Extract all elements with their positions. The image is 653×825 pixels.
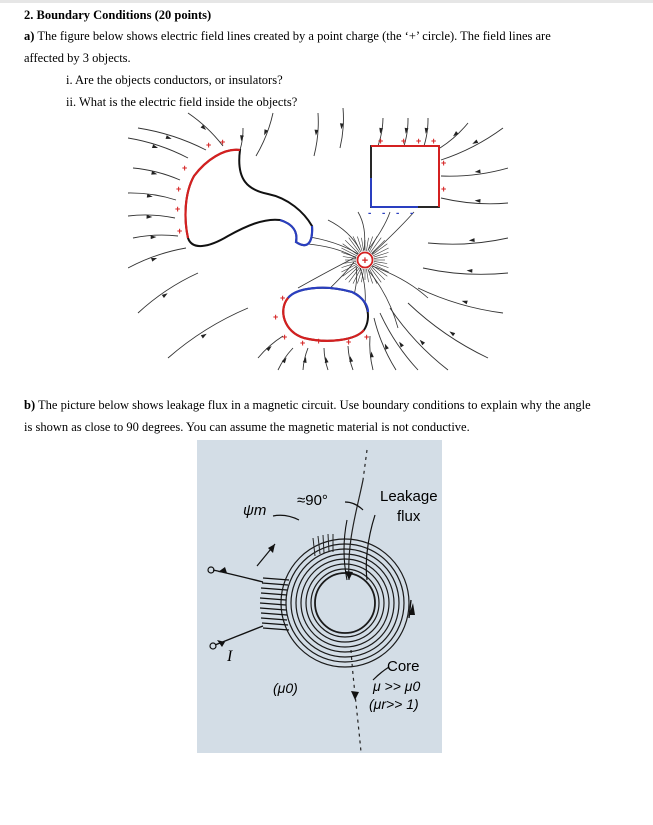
- flux-label: flux: [397, 508, 421, 525]
- part-a-line1: [24, 29, 551, 44]
- inner-flux-line: [344, 520, 347, 580]
- near-field-line: [374, 261, 387, 263]
- field-arrow: [385, 344, 389, 350]
- field-arrow: [151, 258, 157, 262]
- charge-mark: +: [364, 332, 370, 342]
- right-conductor-box: [371, 146, 439, 207]
- core-label: Core: [387, 658, 420, 675]
- charge-mark: +: [431, 136, 437, 146]
- charge-mark: +: [273, 312, 279, 322]
- electric-field-figure: [128, 108, 508, 373]
- field-arrow: [449, 331, 455, 336]
- psi-pointer: [273, 515, 299, 520]
- part-a-subquestion-i: i. Are the objects conductors, or insulators?: [66, 73, 283, 87]
- charge-mark: -: [382, 208, 386, 219]
- lead-wires: [213, 570, 263, 645]
- field-line: [418, 288, 503, 313]
- field-arrow: [349, 356, 353, 362]
- field-line: [408, 303, 488, 358]
- part-b-line1: [24, 398, 591, 413]
- charge-mark: +: [401, 136, 407, 146]
- charge-mark: +: [346, 337, 352, 347]
- charge-mark: +: [176, 184, 182, 194]
- part-b-label: b): [24, 398, 36, 412]
- field-arrow: [467, 269, 473, 273]
- current-label: I: [227, 648, 233, 665]
- near-field-line: [361, 238, 363, 251]
- top-border: [0, 0, 653, 3]
- field-line: [372, 266, 428, 298]
- toroid-core: [281, 539, 409, 667]
- field-line: [441, 128, 503, 160]
- field-arrow: [469, 238, 475, 242]
- magnetic-circuit-photo: [197, 440, 442, 753]
- field-arrow: [475, 199, 481, 203]
- mu-relation-label: μ >> μ0: [373, 678, 421, 694]
- charge-mark: +: [316, 336, 322, 346]
- point-charge-sign: +: [361, 255, 369, 267]
- charge-mark: +: [441, 184, 447, 194]
- charge-mark: +: [177, 226, 183, 236]
- field-arrow: [201, 334, 207, 339]
- mur-relation-label: (μr>> 1): [369, 696, 419, 712]
- charge-mark: -: [396, 208, 400, 219]
- field-arrow: [399, 342, 404, 348]
- part-b-text-1: The picture below shows leakage flux in a magnetic circuit. Use boundary conditions to explain why the angle: [38, 398, 591, 412]
- field-arrow: [462, 301, 468, 305]
- charge-mark: +: [441, 158, 447, 168]
- question-heading: 2. Boundary Conditions (20 points): [24, 8, 212, 22]
- charge-mark: +: [282, 332, 288, 342]
- field-line: [133, 235, 178, 238]
- angle-pointer: [345, 502, 363, 510]
- charge-mark: +: [300, 338, 306, 348]
- charge-mark: +: [416, 136, 422, 146]
- leakage-label: Leakage: [380, 488, 438, 505]
- field-line: [128, 215, 175, 218]
- wire-arrow: [218, 567, 227, 573]
- field-line: [308, 244, 356, 258]
- mu0-label: (μ0): [273, 680, 298, 696]
- leakage-flux-line: [349, 450, 367, 752]
- field-arrow: [201, 125, 207, 130]
- field-line: [428, 238, 508, 244]
- field-line: [168, 308, 248, 358]
- near-field-line: [374, 256, 387, 258]
- near-field-line: [366, 269, 368, 282]
- field-line: [372, 212, 414, 254]
- part-a-line2: affected by 3 objects.: [24, 51, 131, 65]
- part-b-line2: is shown as close to 90 degrees. You can assume the magnetic material is not conductive.: [24, 420, 470, 434]
- field-arrow: [162, 293, 168, 298]
- field-line: [423, 268, 508, 274]
- field-line: [441, 168, 508, 176]
- field-arrow: [151, 235, 157, 239]
- charge-mark: +: [220, 137, 226, 147]
- field-arrow: [420, 340, 425, 346]
- field-line: [380, 313, 418, 370]
- charge-mark: +: [280, 293, 286, 303]
- field-line: [298, 258, 354, 288]
- charge-mark: -: [410, 208, 414, 219]
- charge-mark: +: [175, 204, 181, 214]
- angle-label: ≈90°: [297, 492, 328, 509]
- field-line: [328, 220, 360, 250]
- charge-mark: -: [368, 208, 372, 219]
- charge-mark: +: [206, 140, 212, 150]
- field-line: [138, 273, 198, 313]
- negative-charges: [368, 208, 413, 219]
- field-line: [441, 198, 508, 204]
- top-winding-marks: [313, 534, 333, 556]
- charge-mark: +: [182, 163, 188, 173]
- bottom-conductor-outline: [283, 288, 368, 341]
- part-a-subquestion-ii: ii. What is the electric field inside the objects?: [66, 95, 298, 109]
- part-a-label: a): [24, 29, 35, 43]
- field-line: [358, 212, 365, 250]
- psi-m-label: ψm: [243, 502, 267, 519]
- field-arrow: [472, 140, 478, 144]
- charge-mark: +: [378, 136, 384, 146]
- field-arrow: [475, 169, 481, 173]
- coil-winding: [260, 578, 289, 630]
- flux-arrow-lower: [351, 691, 359, 700]
- part-a-text-1: The figure below shows electric field lines created by a point charge (the ‘+’ circle). The field lines are: [37, 29, 551, 43]
- field-line: [390, 308, 448, 370]
- field-line: [138, 128, 206, 150]
- terminal-bottom: [210, 643, 216, 649]
